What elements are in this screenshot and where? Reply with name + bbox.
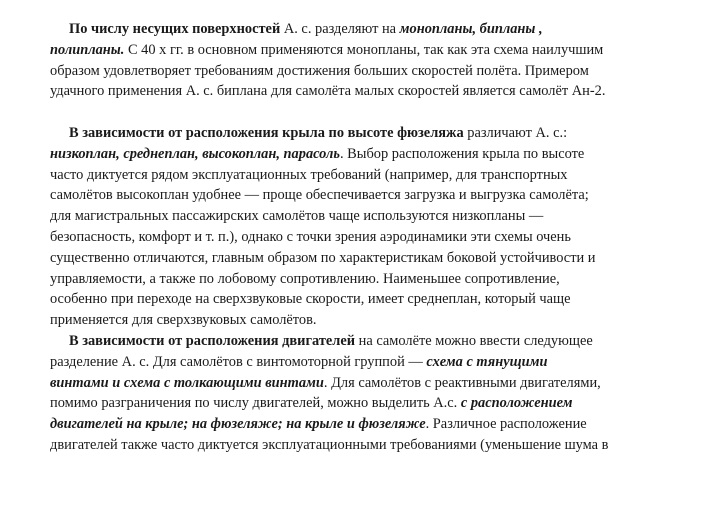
text-line: применяется для сверхзвуковых самолётов. (50, 312, 317, 329)
text-line (50, 19, 672, 40)
paragraph-gap (50, 102, 672, 123)
text-run: . Для самолётов с реактивными двигателями, (323, 374, 601, 391)
document-page (50, 19, 672, 456)
text-line: самолётов высокоплан удобнее — проще обеспечивается загрузка и выгрузка самолёта; (50, 187, 589, 204)
text-line: образом удовлетворяет требованиям достижения больших скоростей полёта. Примером (50, 62, 589, 79)
text-run: . Выбор расположения крыла по высоте (339, 145, 585, 162)
text-run: различают А. с.: (463, 124, 568, 141)
text-line (50, 331, 672, 352)
term-polyplanes: полипланы. (50, 41, 125, 58)
text-line (50, 414, 672, 435)
text-run: помимо разграничения по числу двигателей, можно выделить А.с. (50, 395, 461, 412)
text-line (50, 393, 672, 414)
text-run: на самолёте можно ввести следующее (355, 332, 593, 349)
term-monoplanes-biplanes: монопланы, бипланы , (399, 21, 543, 37)
text-line: часто диктуется рядом эксплуатационных требований (например, для транспортных (50, 166, 568, 183)
text-line: безопасность, комфорт и т. п.), однако с точки зрения аэродинамики эти схемы очень (50, 228, 571, 245)
text-run: А. с. разделяют на (280, 21, 400, 37)
bold-heading-wing-position: В зависимости от расположения крыла по высоте фюзеляжа (69, 124, 464, 141)
text-run: . Различное расположение (425, 416, 587, 433)
term-pusher-propellers: винтами и схема с толкающими винтами (50, 374, 324, 391)
text-line (50, 144, 672, 165)
text-line: управляемости, а также по лобовому сопротивлению. Наименьшее сопротивление, (50, 270, 560, 287)
text-line (50, 40, 672, 61)
term-engine-placement: с расположением (460, 395, 573, 412)
text-line: удачного применения А. с. биплана для самолёта малых скоростей является самолёт Ан-2. (50, 83, 606, 100)
text-line (50, 123, 672, 144)
term-tractor-propellers: схема с тянущими (426, 353, 548, 370)
text-line: двигателей также часто диктуется эксплуатационными требованиями (уменьшение шума в (50, 436, 609, 453)
text-line: для магистральных пассажирских самолётов чаще используются низкопланы — (50, 208, 544, 225)
text-line: существенно отличаются, главным образом по характеристикам боковой устойчивости и (50, 249, 596, 266)
paragraph-engine-position (50, 331, 672, 456)
bold-heading-lifting-surfaces: По числу несущих поверхностей (69, 21, 281, 37)
text-line (50, 352, 672, 373)
term-wing-configurations: низкоплан, среднеплан, высокоплан, парасоль (50, 145, 340, 162)
text-run: разделение А. с. Для самолётов с винтомоторной группой — (50, 353, 427, 370)
text-line (50, 373, 672, 394)
text-line: особенно при переходе на сверхзвуковые скорости, имеет среднеплан, который чаще (50, 291, 571, 308)
text-run: С 40 х гг. в основном применяются монопланы, так как эта схема наилучшим (124, 41, 604, 58)
paragraph-wing-position (50, 123, 672, 331)
term-engine-locations: двигателей на крыле; на фюзеляже; на крыле и фюзеляже (50, 416, 426, 433)
bold-heading-engine-position: В зависимости от расположения двигателей (69, 332, 356, 349)
paragraph-lifting-surfaces (50, 19, 672, 102)
